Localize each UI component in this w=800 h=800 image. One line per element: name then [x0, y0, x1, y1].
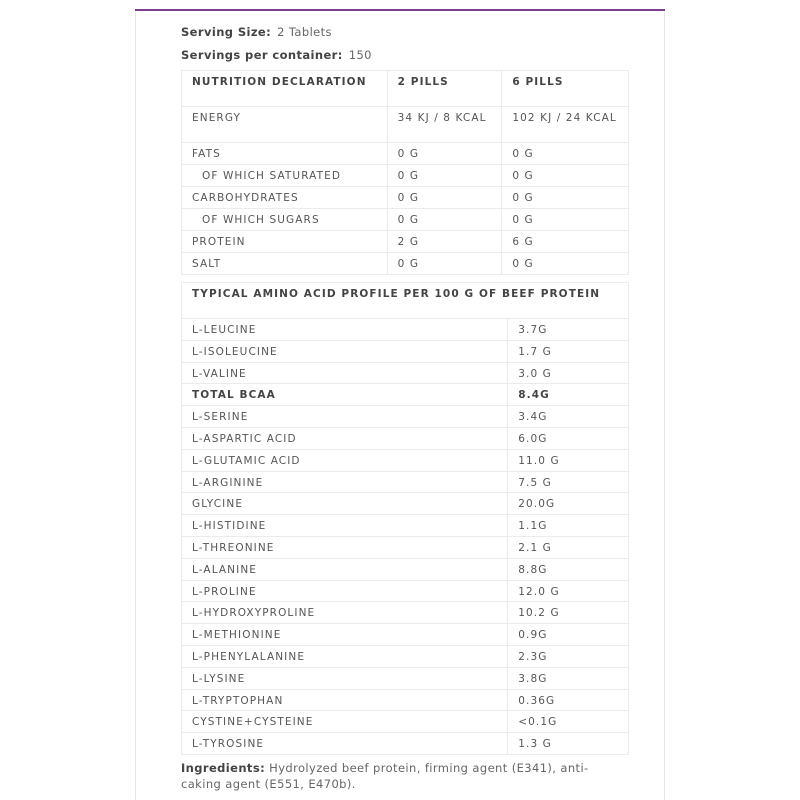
nutrient-value-2: 0 G — [387, 143, 502, 165]
table-row — [182, 624, 629, 646]
amino-acid-name: CYSTINE+CYSTEINE — [182, 711, 508, 733]
table-row — [182, 689, 629, 711]
serving-size-label: Serving Size: — [181, 25, 272, 39]
nutrient-value-2: 2 G — [387, 231, 502, 253]
nutrient-value-6: 0 G — [502, 209, 629, 231]
amino-acid-name: L-HISTIDINE — [182, 515, 508, 537]
amino-acid-value: 20.0G — [508, 493, 629, 515]
amino-header: TYPICAL AMINO ACID PROFILE PER 100 G OF BEEF PROTEIN — [182, 283, 629, 319]
nutrient-value-6: 102 KJ / 24 KCAL — [502, 107, 629, 143]
amino-acid-name: L-HYDROXYPROLINE — [182, 602, 508, 624]
amino-acid-table — [181, 282, 629, 755]
nutrient-value-2: 0 G — [387, 187, 502, 209]
nutrient-name: PROTEIN — [182, 231, 388, 253]
nutrient-name: CARBOHYDRATES — [182, 187, 388, 209]
nutrition-header-row — [182, 71, 629, 107]
amino-acid-value: 3.8G — [508, 667, 629, 689]
amino-acid-value: 1.7 G — [508, 340, 629, 362]
amino-acid-value: 8.8G — [508, 558, 629, 580]
table-row — [182, 406, 629, 428]
servings-per-container — [181, 48, 372, 62]
table-row — [182, 536, 629, 558]
amino-rows — [182, 319, 629, 755]
table-row — [182, 319, 629, 341]
nutrient-value-6: 0 G — [502, 165, 629, 187]
table-row — [182, 362, 629, 384]
nutrient-value-6: 0 G — [502, 143, 629, 165]
amino-acid-name: L-LYSINE — [182, 667, 508, 689]
amino-acid-name: L-SERINE — [182, 406, 508, 428]
amino-acid-value: 1.1G — [508, 515, 629, 537]
table-row — [182, 384, 629, 406]
table-row — [182, 645, 629, 667]
amino-acid-value: 3.4G — [508, 406, 629, 428]
table-row — [182, 165, 629, 187]
amino-header-row — [182, 283, 629, 319]
ingredients — [181, 760, 621, 792]
amino-acid-name: L-ARGININE — [182, 471, 508, 493]
table-row — [182, 231, 629, 253]
table-row — [182, 340, 629, 362]
nutrient-value-2: 0 G — [387, 209, 502, 231]
amino-acid-value: 8.4G — [508, 384, 629, 406]
table-row — [182, 187, 629, 209]
table-row — [182, 427, 629, 449]
amino-acid-name: L-ASPARTIC ACID — [182, 427, 508, 449]
table-row — [182, 253, 629, 275]
amino-acid-value: 1.3 G — [508, 733, 629, 755]
table-row — [182, 143, 629, 165]
table-row — [182, 209, 629, 231]
nutrient-value-6: 6 G — [502, 231, 629, 253]
nutrition-header-name: NUTRITION DECLARATION — [182, 71, 388, 107]
ingredients-text: Hydrolyzed beef protein, firming agent (E341), anti-caking agent (E551, E470b). — [181, 761, 589, 791]
serving-size — [181, 25, 332, 39]
amino-acid-name: L-THREONINE — [182, 536, 508, 558]
nutrient-name: OF WHICH SUGARS — [182, 209, 388, 231]
amino-acid-name: GLYCINE — [182, 493, 508, 515]
nutrient-value-2: 0 G — [387, 253, 502, 275]
table-row — [182, 558, 629, 580]
table-row — [182, 580, 629, 602]
amino-acid-value: 3.7G — [508, 319, 629, 341]
table-row — [182, 449, 629, 471]
amino-acid-name: L-VALINE — [182, 362, 508, 384]
amino-acid-value: 6.0G — [508, 427, 629, 449]
amino-acid-name: L-PHENYLALANINE — [182, 645, 508, 667]
table-row — [182, 471, 629, 493]
amino-acid-value: 2.3G — [508, 645, 629, 667]
amino-acid-name: L-ISOLEUCINE — [182, 340, 508, 362]
table-row — [182, 711, 629, 733]
table-row — [182, 602, 629, 624]
amino-acid-name: L-PROLINE — [182, 580, 508, 602]
amino-acid-name: TOTAL BCAA — [182, 384, 508, 406]
amino-acid-name: L-GLUTAMIC ACID — [182, 449, 508, 471]
amino-acid-value: 0.36G — [508, 689, 629, 711]
table-row — [182, 107, 629, 143]
nutrient-name: ENERGY — [182, 107, 388, 143]
serving-size-value: 2 Tablets — [277, 25, 332, 39]
amino-acid-value: 10.2 G — [508, 602, 629, 624]
nutrient-value-2: 0 G — [387, 165, 502, 187]
amino-acid-name: L-TYROSINE — [182, 733, 508, 755]
amino-acid-name: L-ALANINE — [182, 558, 508, 580]
servings-value: 150 — [348, 48, 372, 62]
nutrition-header-6pills: 6 PILLS — [502, 71, 629, 107]
nutrition-table — [181, 70, 629, 275]
amino-acid-value: 2.1 G — [508, 536, 629, 558]
servings-label: Servings per container: — [181, 48, 343, 62]
nutrient-name: SALT — [182, 253, 388, 275]
amino-acid-value: 7.5 G — [508, 471, 629, 493]
amino-acid-value: <0.1G — [508, 711, 629, 733]
nutrient-value-2: 34 KJ / 8 KCAL — [387, 107, 502, 143]
nutrient-value-6: 0 G — [502, 253, 629, 275]
ingredients-label: Ingredients: — [181, 761, 266, 775]
amino-acid-name: L-METHIONINE — [182, 624, 508, 646]
amino-acid-name: L-LEUCINE — [182, 319, 508, 341]
nutrient-name: OF WHICH SATURATED — [182, 165, 388, 187]
table-row — [182, 733, 629, 755]
table-row — [182, 493, 629, 515]
table-row — [182, 515, 629, 537]
amino-acid-value: 0.9G — [508, 624, 629, 646]
amino-acid-value: 3.0 G — [508, 362, 629, 384]
nutrition-header-2pills: 2 PILLS — [387, 71, 502, 107]
amino-acid-name: L-TRYPTOPHAN — [182, 689, 508, 711]
nutrient-name: FATS — [182, 143, 388, 165]
table-row — [182, 667, 629, 689]
amino-acid-value: 12.0 G — [508, 580, 629, 602]
amino-acid-value: 11.0 G — [508, 449, 629, 471]
nutrient-value-6: 0 G — [502, 187, 629, 209]
